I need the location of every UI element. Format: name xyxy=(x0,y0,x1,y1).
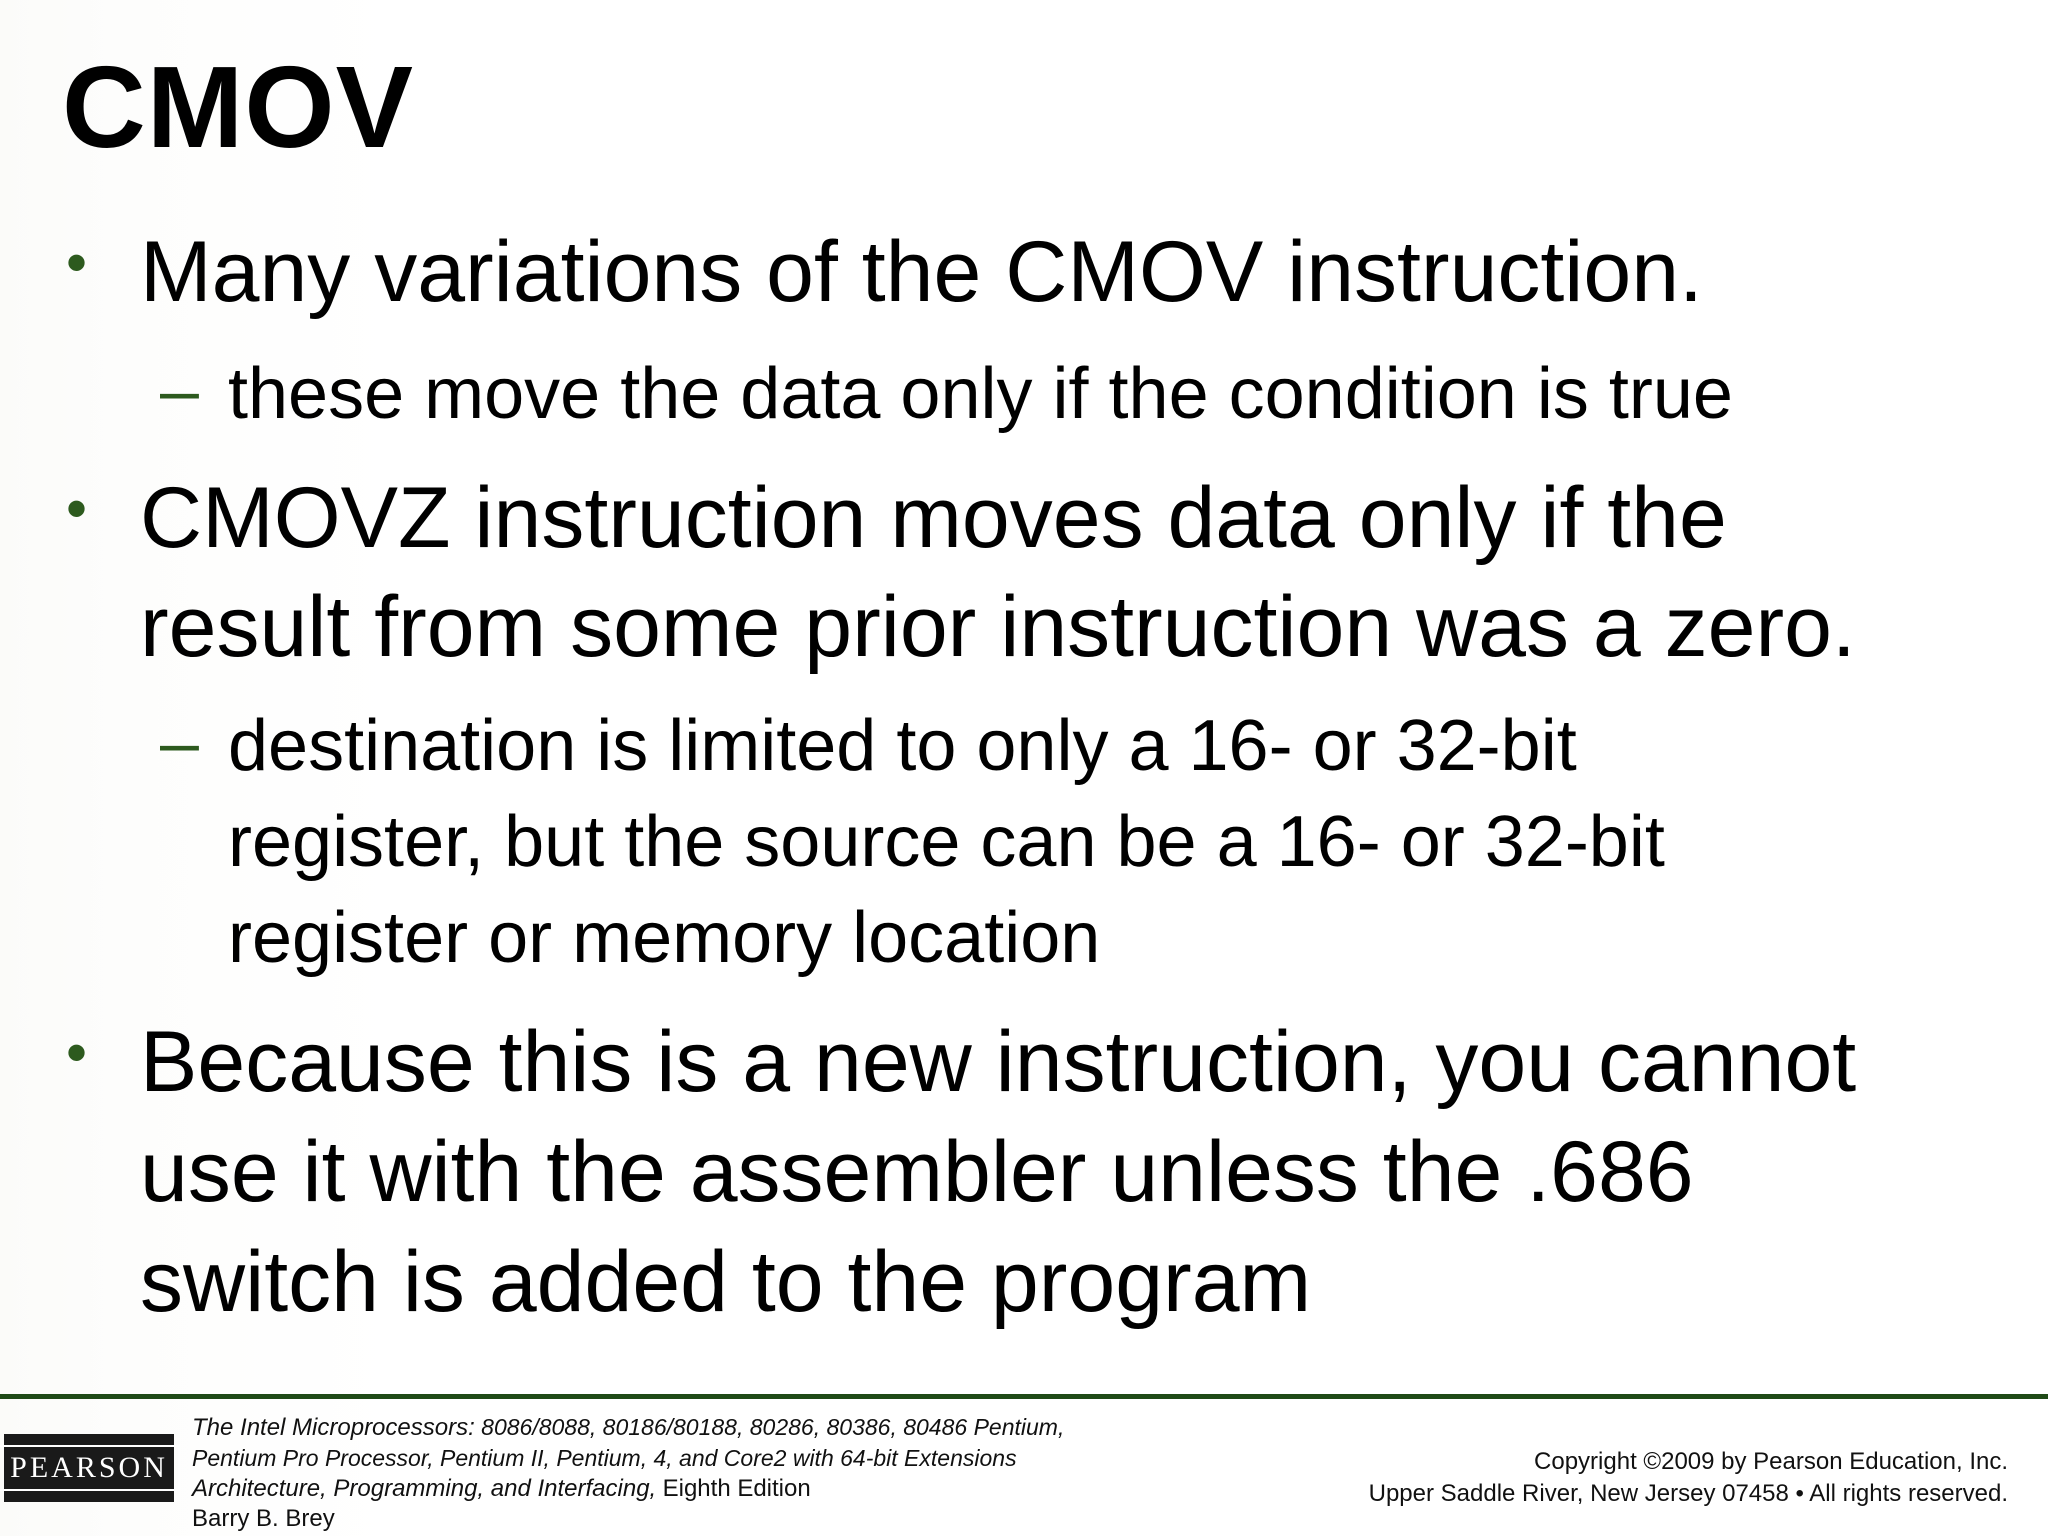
bullet-marker: • xyxy=(66,229,88,296)
footer-divider xyxy=(0,1394,2048,1399)
dash-marker: – xyxy=(160,351,199,429)
copyright-notice xyxy=(1369,1446,2008,1510)
book-title-line-1 xyxy=(192,1412,1064,1443)
slide-title: CMOV xyxy=(62,42,414,172)
book-edition: Eighth Edition xyxy=(662,1475,811,1502)
dash-marker: – xyxy=(160,703,199,781)
copyright-line-2: Upper Saddle River, New Jersey 07458 • All rights reserved. xyxy=(1368,1480,2008,1507)
book-title-line-2: Pentium Pro Processor, Pentium II, Pentium, 4, and Core2 with 64-bit Extensions xyxy=(192,1445,1017,1471)
book-title-processors: 8086/8088, 80186/80188, 80286, 80386, 80486 Pentium, xyxy=(481,1414,1065,1440)
bullet-2-line-2: result from some prior instruction was a zero. xyxy=(140,579,1856,675)
book-subtitle-line xyxy=(192,1473,1064,1504)
bullet-marker: • xyxy=(66,1019,88,1086)
pearson-logo-text: PEARSON xyxy=(0,1445,180,1491)
book-author: Barry B. Brey xyxy=(192,1505,335,1532)
bullet-1-line-1: Many variations of the CMOV instruction. xyxy=(140,224,1703,320)
bullet-3-line-3: switch is added to the program xyxy=(140,1234,1312,1330)
copyright-line-1: Copyright ©2009 by Pearson Education, Inc. xyxy=(1534,1448,2008,1475)
bullet-2-line-1: CMOVZ instruction moves data only if the xyxy=(140,470,1727,566)
book-subtitle: Architecture, Programming, and Interfacing, xyxy=(192,1475,657,1502)
book-citation xyxy=(192,1412,1064,1534)
bullet-marker: • xyxy=(66,475,88,542)
pearson-logo xyxy=(4,1434,174,1502)
subbullet-2-1-line-2: register, but the source can be a 16- or 32-bit xyxy=(228,802,1665,882)
subbullet-2-1-line-1: destination is limited to only a 16- or 32-bit xyxy=(228,706,1577,786)
bullet-3-line-2: use it with the assembler unless the .686 xyxy=(140,1124,1694,1220)
subbullet-2-1-line-3: register or memory location xyxy=(228,898,1101,978)
book-title-prefix: The Intel Microprocessors: xyxy=(192,1414,475,1441)
bullet-3-line-1: Because this is a new instruction, you cannot xyxy=(140,1014,1857,1110)
subbullet-1-1-line-1: these move the data only if the condition is true xyxy=(228,354,1733,434)
